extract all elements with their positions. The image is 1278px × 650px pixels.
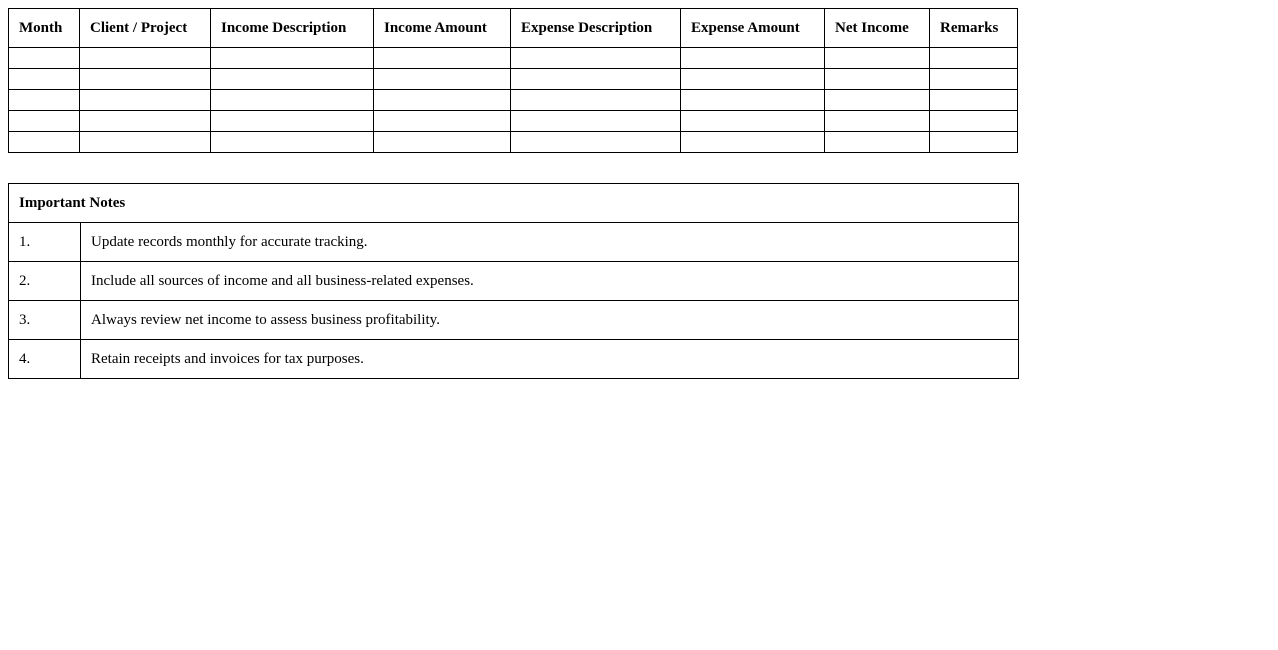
table-cell[interactable] [930,111,1018,132]
table-cell[interactable] [511,90,681,111]
table-cell[interactable] [681,48,825,69]
table-row [9,48,1018,69]
table-cell[interactable] [681,111,825,132]
header-income-description: Income Description [211,9,374,48]
table-cell[interactable] [374,111,511,132]
table-row [9,69,1018,90]
note-row [9,262,1019,301]
table-cell[interactable] [80,90,211,111]
note-text: Always review net income to assess business profitability. [81,301,1019,340]
table-cell[interactable] [9,69,80,90]
important-notes-table [8,183,1019,379]
table-cell[interactable] [211,90,374,111]
header-net-income: Net Income [825,9,930,48]
table-cell[interactable] [825,111,930,132]
table-cell[interactable] [825,48,930,69]
table-cell[interactable] [211,69,374,90]
table-cell[interactable] [211,111,374,132]
table-cell[interactable] [374,69,511,90]
notes-body [9,223,1019,379]
table-cell[interactable] [825,90,930,111]
table-header-row [9,9,1018,48]
table-row [9,111,1018,132]
table-cell[interactable] [80,69,211,90]
note-text: Update records monthly for accurate tracking. [81,223,1019,262]
note-text: Include all sources of income and all business-related expenses. [81,262,1019,301]
table-cell[interactable] [681,69,825,90]
table-cell[interactable] [211,132,374,153]
notes-title: Important Notes [9,184,1019,223]
table-body [9,48,1018,153]
table-cell[interactable] [930,132,1018,153]
note-row [9,223,1019,262]
table-cell[interactable] [825,69,930,90]
income-expense-table [8,8,1018,153]
table-row [9,132,1018,153]
note-row [9,340,1019,379]
table-cell[interactable] [511,132,681,153]
table-cell[interactable] [825,132,930,153]
table-cell[interactable] [374,90,511,111]
notes-header-row [9,184,1019,223]
note-row [9,301,1019,340]
table-cell[interactable] [80,111,211,132]
table-cell[interactable] [374,132,511,153]
header-remarks: Remarks [930,9,1018,48]
table-cell[interactable] [9,111,80,132]
table-row [9,90,1018,111]
table-cell[interactable] [681,90,825,111]
table-cell[interactable] [930,69,1018,90]
header-client-project: Client / Project [80,9,211,48]
header-income-amount: Income Amount [374,9,511,48]
table-cell[interactable] [511,69,681,90]
table-cell[interactable] [511,111,681,132]
table-cell[interactable] [80,132,211,153]
table-cell[interactable] [930,90,1018,111]
table-cell[interactable] [374,48,511,69]
table-cell[interactable] [211,48,374,69]
table-cell[interactable] [9,90,80,111]
table-cell[interactable] [930,48,1018,69]
table-cell[interactable] [511,48,681,69]
note-number: 2. [9,262,81,301]
header-expense-description: Expense Description [511,9,681,48]
table-cell[interactable] [9,132,80,153]
table-cell[interactable] [9,48,80,69]
header-expense-amount: Expense Amount [681,9,825,48]
table-cell[interactable] [80,48,211,69]
table-cell[interactable] [681,132,825,153]
note-number: 4. [9,340,81,379]
note-text: Retain receipts and invoices for tax purposes. [81,340,1019,379]
header-month: Month [9,9,80,48]
note-number: 3. [9,301,81,340]
note-number: 1. [9,223,81,262]
